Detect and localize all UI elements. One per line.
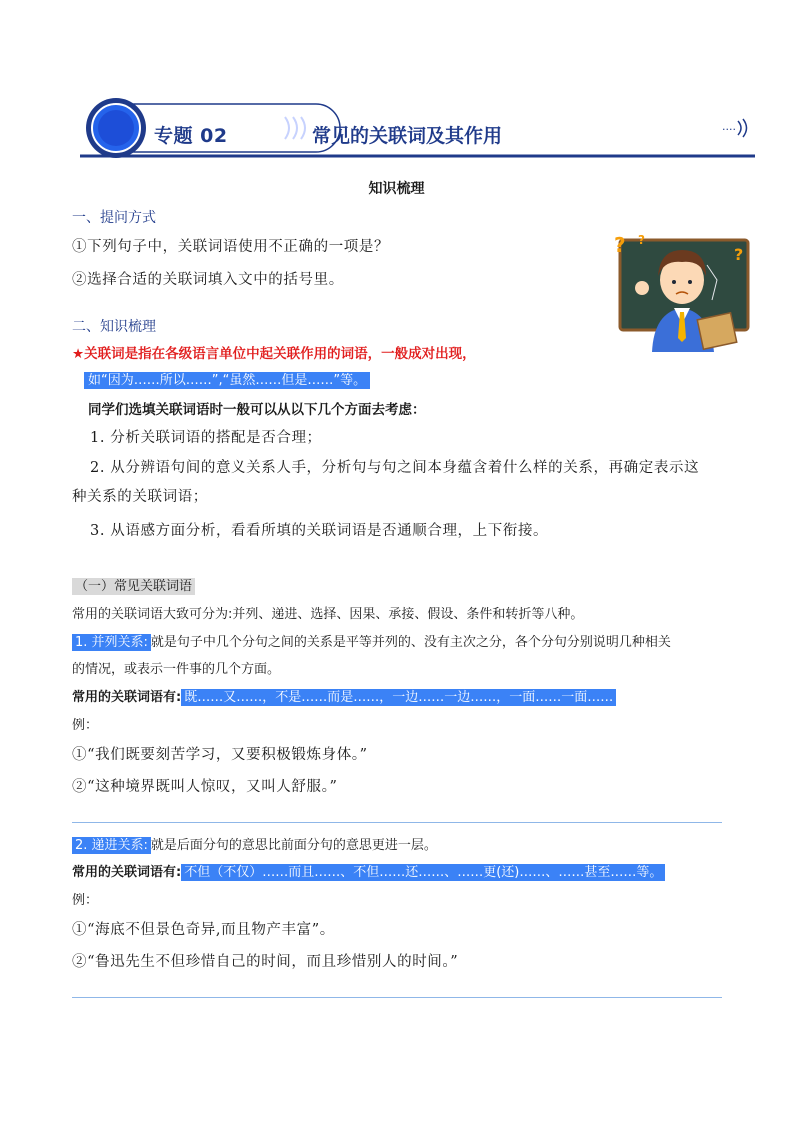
svg-text:?: ? [614, 233, 626, 257]
tip-2-line-1: 2. 从分辨语句间的意义关系人手，分析句与句之间本身蕴含着什么样的关系，再确定表示这 [90, 460, 700, 476]
topic-header [80, 97, 760, 159]
divider-2 [72, 997, 722, 998]
tip-1: 1. 分析关联词语的搭配是否合理； [90, 430, 322, 446]
topic-title: 常见的关联词及其作用 [312, 125, 503, 147]
topic-number: 专题 02 [154, 125, 228, 147]
progressive-label: 2. 递进关系: [72, 837, 151, 854]
key-definition: ★关联词是指在各级语言单位中起关联作用的词语，一般成对出现， [72, 346, 476, 362]
parallel-words-prefix: 常用的关联词语有: [72, 690, 182, 705]
tip-3: 3. 从语感方面分析，看看所填的关联词语是否通顺合理，上下衔接。 [90, 523, 549, 539]
parallel-desc-a: 就是句子中几个分句之间的关系是平等并列的、没有主次之分，各个分句分别说明几种相关 [150, 635, 671, 650]
progressive-desc: 就是后面分句的意思比前面分句的意思更进一层。 [150, 838, 437, 853]
definition-example-highlight: 如“因为……所以……”,“虽然……但是……”等。 [84, 372, 370, 389]
progressive-example-label: 例： [72, 893, 99, 908]
common-heading-label: （一）常见关联词语 [72, 578, 195, 595]
section-title: 知识梳理 [368, 181, 425, 197]
progressive-description [72, 834, 437, 853]
common-heading [72, 575, 195, 594]
tips-intro: 同学们选填关联词语时一般可以从以下几个方面去考虑： [88, 402, 426, 418]
parallel-description [72, 631, 732, 650]
parallel-example-1: ①“我们既要刻苦学习，又要积极锻炼身体。” [72, 747, 368, 763]
progressive-words [72, 861, 665, 880]
progressive-words-prefix: 常用的关联词语有: [72, 865, 182, 880]
progressive-example-2: ②“鲁迅先生不但珍惜自己的时间，而且珍惜别人的时间。” [72, 954, 459, 970]
parallel-label: 1. 并列关系: [72, 634, 151, 651]
progressive-words-highlight: 不但（不仅）……而且……、不但……还……、……更(还)……、……甚至……等。 [181, 864, 665, 881]
parallel-example-2: ②“这种境界既叫人惊叹，又叫人舒服。” [72, 779, 338, 795]
heading-question-style: 一、提问方式 [72, 210, 156, 226]
parallel-desc-b: 的情况，或表示一件事的几个方面。 [72, 662, 281, 677]
teacher-illustration [612, 220, 752, 352]
parallel-words [72, 686, 616, 705]
parallel-words-highlight: 既……又……，不是……而是……，一边……一边……，一面……一面…… [181, 689, 616, 706]
parallel-example-label: 例： [72, 718, 99, 733]
heading-knowledge: 二、知识梳理 [72, 319, 156, 335]
progressive-example-1: ①“海底不但景色奇异,而且物产丰富”。 [72, 922, 335, 938]
svg-text:?: ? [638, 233, 645, 247]
common-summary: 常用的关联词语大致可分为:并列、递进、选择、因果、承接、假设、条件和转折等八种。 [72, 607, 584, 622]
svg-text:?: ? [734, 245, 744, 264]
svg-text:····: ···· [722, 123, 736, 136]
question-2: ②选择合适的关联词填入文中的括号里。 [72, 272, 344, 288]
definition-example [84, 369, 370, 388]
tip-2-line-2: 种关系的关联词语； [72, 489, 208, 505]
question-1: ①下列句子中，关联词语使用不正确的一项是？ [72, 239, 390, 255]
divider-1 [72, 822, 722, 823]
